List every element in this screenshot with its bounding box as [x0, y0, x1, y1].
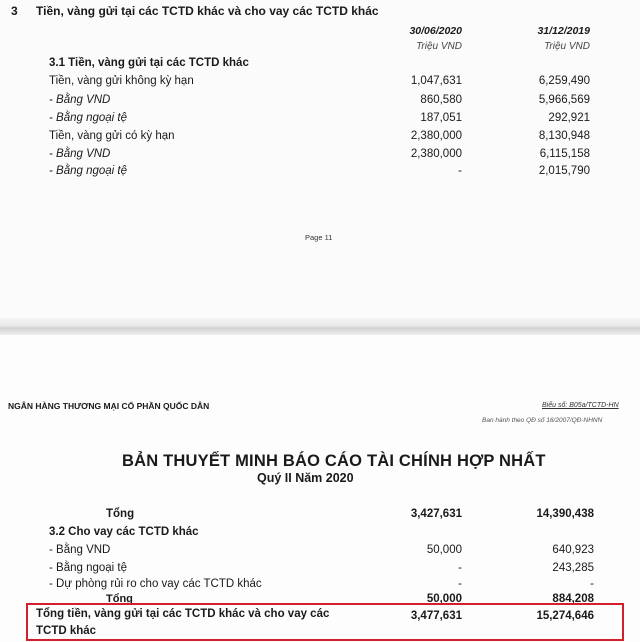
issued-note: Ban hành theo QĐ số 16/2007/QĐ-NHNN	[482, 417, 603, 424]
grand-total-label-line2: TCTD khác	[36, 625, 97, 637]
subtotal-value-2: 884,208	[552, 593, 594, 605]
row-value-2: -	[590, 578, 594, 590]
grand-total-highlight-box	[26, 603, 624, 641]
row-label: Tiền, vàng gửi không kỳ hạn	[49, 75, 194, 87]
row-value-2: 2,015,790	[538, 165, 590, 177]
section-title: Tiền, vàng gửi tại các TCTD khác và cho vay các TCTD khác	[36, 4, 379, 18]
total-label: Tổng	[106, 508, 135, 520]
row-value-2: 8,130,948	[538, 130, 590, 142]
subtotal-label: Tổng	[106, 593, 133, 605]
row-value-1: -	[458, 578, 462, 590]
row-label: - Dự phòng rủi ro cho vay các TCTD khác	[49, 578, 262, 590]
subsection-3-1: 3.1 Tiền, vàng gửi tại các TCTD khác	[49, 57, 249, 69]
form-code: Biểu số: B05a/TCTD-HN	[542, 402, 619, 409]
row-value-1: -	[458, 562, 462, 574]
report-title: BẢN THUYẾT MINH BÁO CÁO TÀI CHÍNH HỢP NHẤT	[122, 452, 546, 470]
row-label: - Bằng VND	[49, 148, 111, 160]
unit-label-1: Triệu VND	[416, 41, 462, 52]
row-value-1: 2,380,000	[410, 148, 462, 160]
row-label: - Bằng VND	[49, 544, 111, 556]
row-value-1: 2,380,000	[410, 130, 462, 142]
row-value-1: 187,051	[420, 112, 462, 124]
grand-total-label-line1: Tổng tiền, vàng gửi tại các TCTD khác và cho vay các	[36, 608, 330, 620]
page-separator	[0, 318, 640, 335]
row-value-2: 640,923	[552, 544, 594, 556]
row-value-2: 6,115,158	[539, 148, 590, 160]
total-value-2: 14,390,438	[536, 508, 594, 520]
grand-total-value-2: 15,274,646	[536, 610, 594, 622]
row-value-2: 292,921	[548, 112, 590, 124]
row-label: - Bằng ngoại tệ	[49, 165, 128, 177]
page-number: Page 11	[305, 233, 333, 242]
bank-name: NGÂN HÀNG THƯƠNG MẠI CỔ PHẦN QUỐC DÂN	[8, 401, 210, 411]
row-value-1: 860,580	[420, 94, 462, 106]
row-value-1: 50,000	[426, 544, 462, 556]
section-number: 3	[11, 4, 18, 18]
subtotal-value-1: 50,000	[426, 593, 462, 605]
column-date-1: 30/06/2020	[409, 25, 462, 37]
row-value-1: -	[458, 165, 462, 177]
row-value-1: 1,047,631	[410, 75, 462, 87]
row-label: Tiền, vàng gửi có kỳ hạn	[49, 130, 175, 142]
row-value-2: 5,966,569	[538, 94, 590, 106]
row-value-2: 6,259,490	[538, 75, 590, 87]
column-date-2: 31/12/2019	[537, 25, 590, 37]
row-label: - Bằng VND	[49, 94, 111, 106]
grand-total-value-1: 3,477,631	[410, 610, 462, 622]
row-value-2: 243,285	[552, 562, 594, 574]
row-label: - Bằng ngoại tệ	[49, 562, 128, 574]
row-label: - Bằng ngoại tệ	[49, 112, 128, 124]
total-value-1: 3,427,631	[410, 508, 462, 520]
report-subtitle: Quý II Năm 2020	[257, 471, 354, 485]
unit-label-2: Triệu VND	[544, 41, 590, 52]
subsection-3-2: 3.2 Cho vay các TCTD khác	[49, 526, 199, 538]
